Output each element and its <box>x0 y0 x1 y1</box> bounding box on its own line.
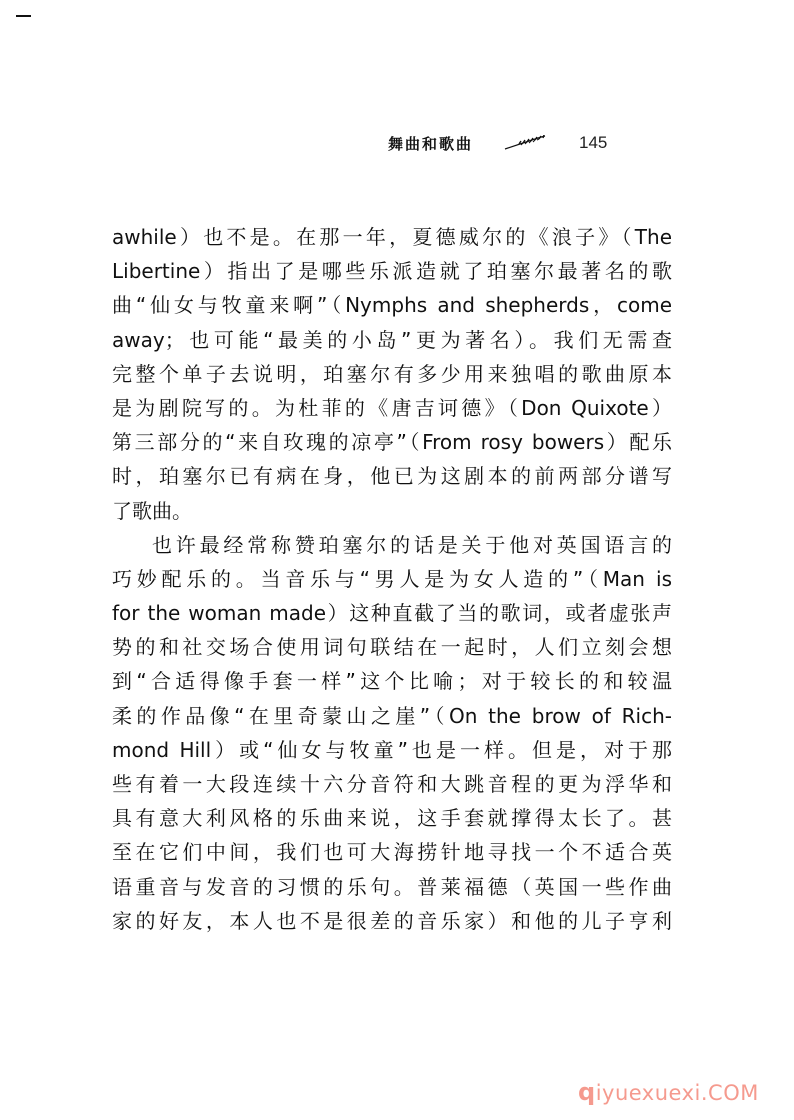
text-line: 也许最经常称赞珀塞尔的话是关于他对英国语言的 <box>152 532 672 557</box>
text-line: away；也可能“最美的小岛”更为著名）。我们无需查 <box>112 327 672 352</box>
text-line: for the woman made）这种直截了当的歌词，或者虚张声 <box>112 601 672 626</box>
text-line: awhile）也不是。在那一年，夏德威尔的《浪子》（The <box>112 225 672 249</box>
text-line: 曲“仙女与牧童来啊”（Nymphs and shepherds，come <box>112 293 672 318</box>
text-line: 势的和社交场合使用词句联结在一起时，人们立刻会想 <box>112 635 672 660</box>
text-line: 巧妙配乐的。当音乐与“男人是为女人造的”（Man is <box>112 566 672 591</box>
paragraph-1 <box>112 220 672 528</box>
text-line: 是为剧院写的。为杜菲的《唐吉诃德》（Don Quixote） <box>112 395 672 420</box>
text-line: 柔的作品像“在里奇蒙山之崖”（On the brow of Rich- <box>112 703 672 728</box>
text-line: 家的好友，本人也不是很差的音乐家）和他的儿子亨利 <box>112 908 672 933</box>
text-line: 第三部分的“来自玫瑰的凉亭”（From rosy bowers）配乐 <box>112 430 672 455</box>
corner-crop-mark <box>16 15 31 17</box>
text-line: 至在它们中间，我们也可大海捞针地寻找一个不适合英 <box>112 840 672 865</box>
text-line: 了歌曲。 <box>112 498 192 523</box>
running-header <box>388 128 607 158</box>
chapter-title: 舞曲和歌曲 <box>388 134 474 153</box>
text-line: 完整个单子去说明，珀塞尔有多少用来独唱的歌曲原本 <box>112 361 672 386</box>
watermark-logo-letter: q <box>578 1078 596 1106</box>
site-watermark <box>578 1078 759 1106</box>
watermark-text: iyuexuexi.COM <box>595 1081 759 1105</box>
text-line: 时，珀塞尔已有病在身，他已为这剧本的前两部分谱写 <box>112 464 672 489</box>
text-line: mond Hill）或“仙女与牧童”也是一样。但是，对于那 <box>112 737 672 762</box>
text-line: 语重音与发音的习惯的乐句。普莱福德（英国一些作曲 <box>112 874 672 899</box>
body-text <box>112 220 672 938</box>
feather-ornament-icon <box>503 135 547 151</box>
paragraph-2 <box>112 528 672 938</box>
text-line: 到“合适得像手套一样”这个比喻；对于较长的和较温 <box>112 669 672 694</box>
text-line: 具有意大利风格的乐曲来说，这手套就撑得太长了。甚 <box>112 806 672 831</box>
page-number: 145 <box>579 133 608 152</box>
text-line: 些有着一大段连续十六分音符和大跳音程的更为浮华和 <box>112 772 672 796</box>
text-line: Libertine）指出了是哪些乐派造就了珀塞尔最著名的歌 <box>112 259 672 284</box>
